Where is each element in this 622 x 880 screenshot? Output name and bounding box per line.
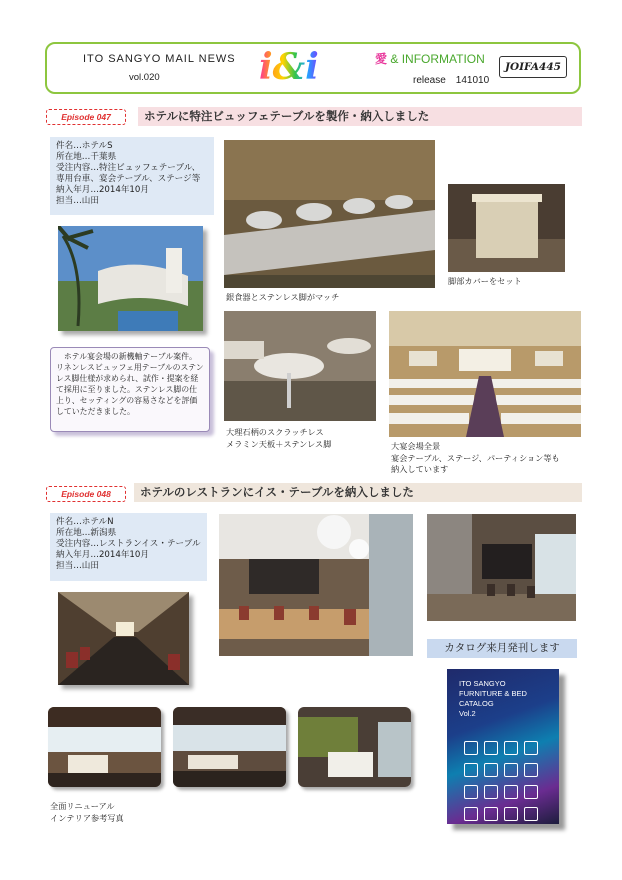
mirror-icon xyxy=(524,785,538,799)
bench-icon xyxy=(484,785,498,799)
buffet-table-photo xyxy=(224,140,435,288)
info-line: 所在地…新潟県 xyxy=(56,528,117,538)
release-date: release 141010 xyxy=(413,75,490,86)
info-line: 担当…山田 xyxy=(56,561,99,571)
restaurant-side-photo xyxy=(427,514,576,621)
info-line: 所在地…千葉県 xyxy=(56,152,117,162)
episode-048-title: ホテルのレストランにイス・テーブルを納入しました xyxy=(134,483,582,502)
ii-logo: i&i xyxy=(259,46,319,88)
caption-line: 大理石柄のスクラッチレス xyxy=(226,427,324,437)
catalog-line: CATALOG xyxy=(459,699,494,708)
caption-line: 大宴会場全景 xyxy=(391,441,441,451)
caption-buffet: 銀食器とステンレス脚がマッチ xyxy=(226,292,340,302)
caption-line: 宴会テーブル、ステージ、パーティション等も xyxy=(391,452,560,463)
leg-cover-photo xyxy=(448,184,565,272)
interior-photo-3 xyxy=(298,707,411,787)
interior-photo-1 xyxy=(48,707,161,787)
table-icon xyxy=(484,741,498,755)
rack-icon xyxy=(504,785,518,799)
episode-048-badge: Episode 048 xyxy=(46,486,126,502)
episode-047-description: ホテル宴会場の新機軸テーブル案件。リネンレスビュッフェ用テーブルのステンレス脚仕様が求められ、試作・提案を経て採用に至りました。ステンレス脚の仕上り、セッティングの容易さなどを評価していただきました。 xyxy=(50,347,210,432)
info-line: 納入年月…2014年10月 xyxy=(56,185,149,195)
info-line: 件名…ホテルS xyxy=(56,141,113,151)
information-label xyxy=(375,50,485,67)
caption-line: メラミン天板＋ステンレス脚 xyxy=(226,438,332,449)
info-line: 件名…ホテルN xyxy=(56,517,114,527)
caption-interior xyxy=(50,801,124,824)
cart-icon xyxy=(504,807,518,821)
newsletter-header xyxy=(45,42,581,94)
catalog-furniture-icons xyxy=(461,739,541,827)
partition-icon xyxy=(464,807,478,821)
info-line: 受注内容…レストランイス・テーブル xyxy=(56,539,201,549)
episode-047-badge: Episode 047 xyxy=(46,109,126,125)
chair-icon xyxy=(464,741,478,755)
volume-number: vol.020 xyxy=(129,72,160,83)
counter-icon xyxy=(484,807,498,821)
caption-line: 全面リニューアル xyxy=(50,801,115,811)
catalog-line: ITO SANGYO xyxy=(459,679,506,688)
episode-048-info xyxy=(50,513,207,581)
episode-047-info xyxy=(50,137,214,215)
sofa-icon xyxy=(524,741,538,755)
cabinet-icon xyxy=(504,763,518,777)
newsletter-title: ITO SANGYO MAIL NEWS xyxy=(83,53,236,65)
info-line: 受注内容…特注ビュッフェテーブル、 xyxy=(56,163,201,173)
catalog-line: Vol.2 xyxy=(459,709,476,718)
hotel-exterior-photo xyxy=(58,226,203,331)
bed-icon xyxy=(504,741,518,755)
joifa-badge: JOIFA445 xyxy=(499,56,567,78)
caption-leg-cover: 脚部カバーをセット xyxy=(448,276,522,286)
lamp-icon xyxy=(524,763,538,777)
ai-kanji: 愛 xyxy=(375,52,388,66)
marble-tables-photo xyxy=(224,311,376,421)
catalog-line: FURNITURE & BED xyxy=(459,689,527,698)
catalog-title xyxy=(459,679,527,719)
caption-marble-tables xyxy=(226,427,331,450)
restaurant-main-photo xyxy=(219,514,413,656)
caption-line: 納入しています xyxy=(391,464,449,474)
episode-047-title: ホテルに特注ビュッフェテーブルを製作・納入しました xyxy=(138,107,582,126)
info-line: 専用台車、宴会テーブル、ステージ等 xyxy=(56,174,201,184)
caption-line: インテリア参考写真 xyxy=(50,812,124,823)
catalog-announcement: カタログ来月発刊します xyxy=(427,639,577,658)
shelf-icon xyxy=(464,785,478,799)
banquet-hall-photo xyxy=(389,311,581,437)
stool-icon xyxy=(484,763,498,777)
desk-icon xyxy=(464,763,478,777)
information-text: & INFORMATION xyxy=(387,52,485,66)
corridor-photo xyxy=(58,592,189,685)
info-line: 納入年月…2014年10月 xyxy=(56,550,149,560)
caption-banquet-hall xyxy=(391,441,560,476)
stage-icon xyxy=(524,807,538,821)
catalog-cover xyxy=(447,669,559,824)
info-line: 担当…山田 xyxy=(56,196,99,206)
interior-photo-2 xyxy=(173,707,286,787)
